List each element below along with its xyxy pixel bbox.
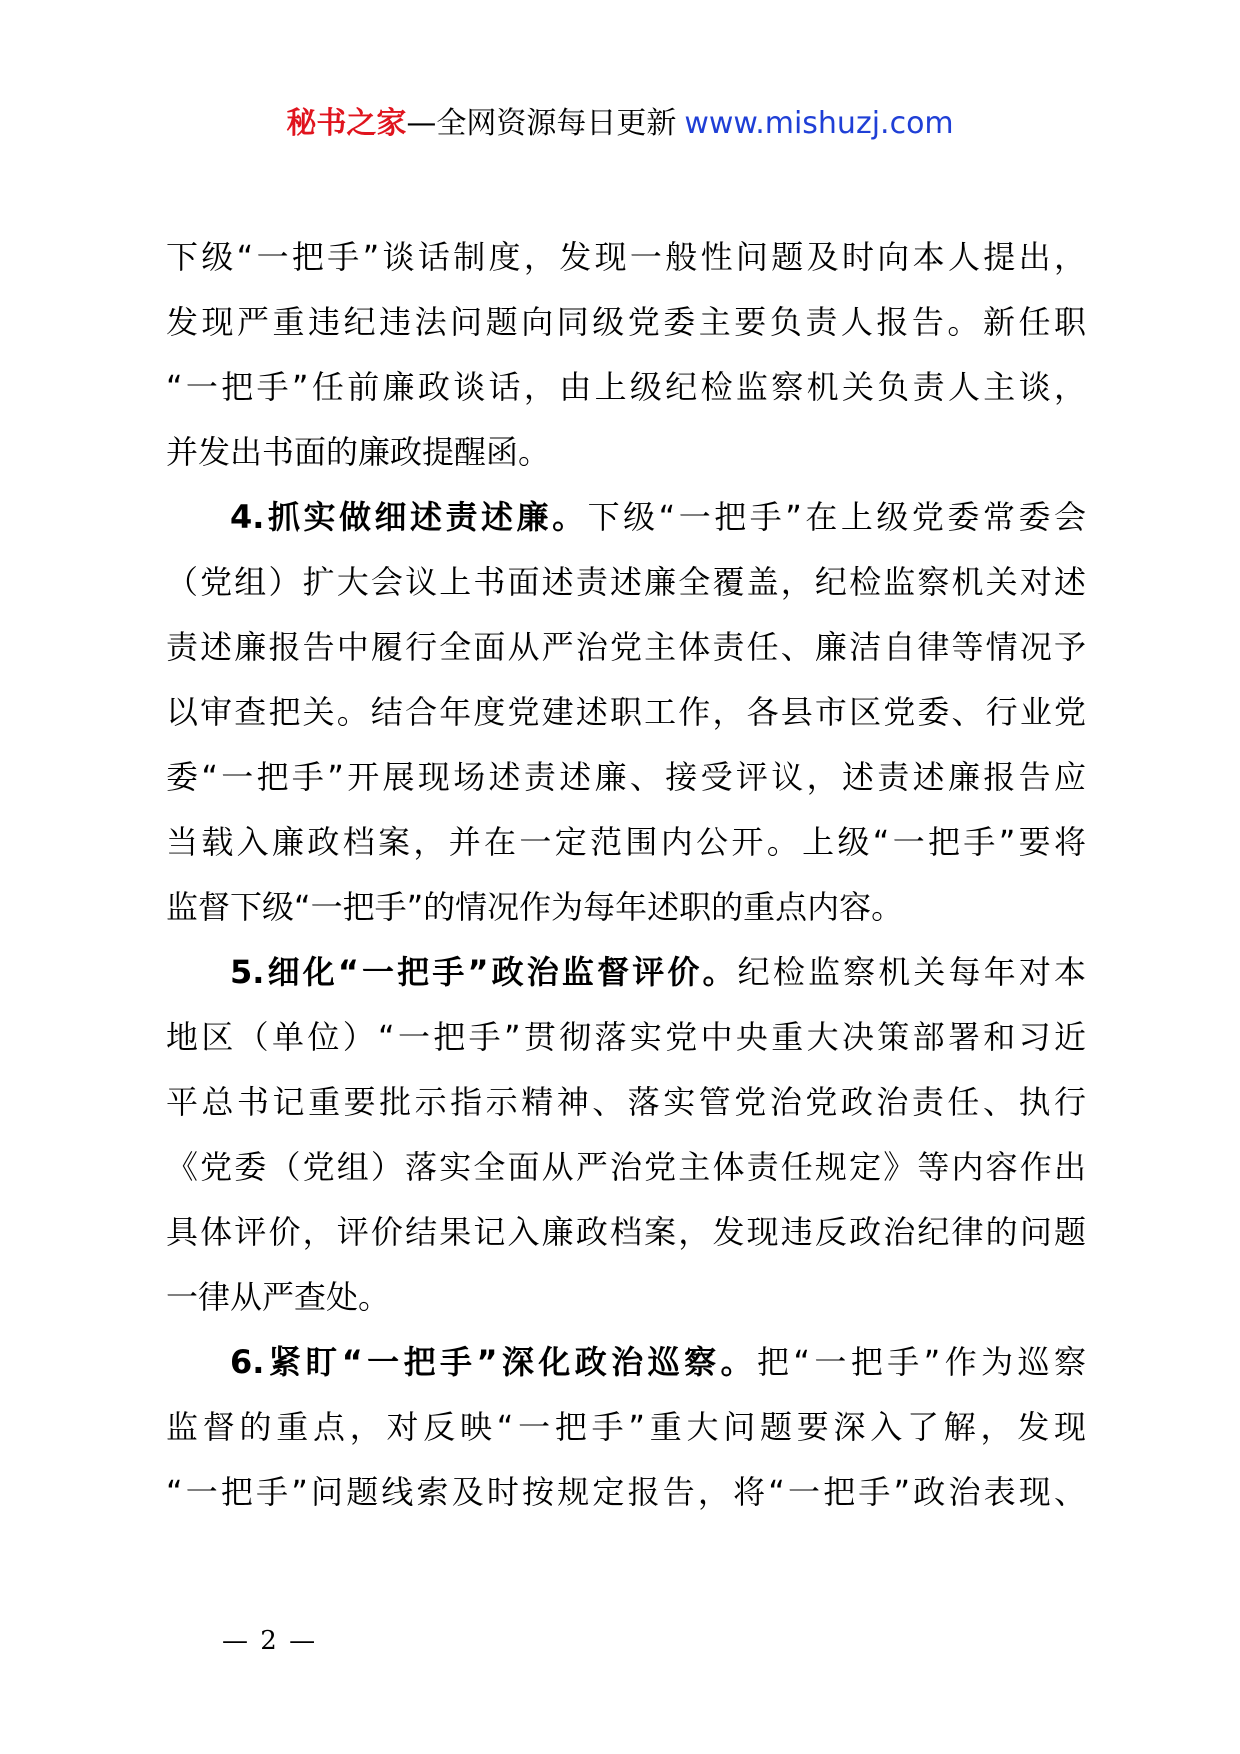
- text-line: 发现严重违纪违法问题向同级党委主要负责人报告。新任职: [166, 303, 1086, 341]
- section-4-first-line: 4.抓实做细述责述廉。下级“一把手”在上级党委常委会: [230, 498, 1086, 536]
- text-line: 平总书记重要批示指示精神、落实管党治党政治责任、执行: [166, 1083, 1086, 1121]
- text-line: 下级“一把手”谈话制度，发现一般性问题及时向本人提出，: [166, 238, 1086, 276]
- section-heading: 4.抓实做细述责述廉。: [230, 498, 588, 536]
- text-line: “一把手”任前廉政谈话，由上级纪检监察机关负责人主谈，: [166, 368, 1086, 406]
- document-body: [166, 237, 1086, 1537]
- site-url-link[interactable]: www.mishuzj.com: [684, 106, 954, 141]
- section-heading: 5.细化“一把手”政治监督评价。: [230, 953, 738, 991]
- text-line: 地区（单位）“一把手”贯彻落实党中央重大决策部署和习近: [166, 1018, 1086, 1056]
- text-line: 监督下级“一把手”的情况作为每年述职的重点内容。: [166, 888, 904, 926]
- text-line: 委“一把手”开展现场述责述廉、接受评议，述责述廉报告应: [166, 758, 1086, 796]
- text-line: 当载入廉政档案，并在一定范围内公开。上级“一把手”要将: [166, 823, 1086, 861]
- section-6-first-line: 6.紧盯“一把手”深化政治巡察。把“一把手”作为巡察: [230, 1343, 1086, 1381]
- text-line: 具体评价，评价结果记入廉政档案，发现违反政治纪律的问题: [166, 1213, 1086, 1251]
- section-heading: 6.紧盯“一把手”深化政治巡察。: [230, 1343, 757, 1381]
- header-tagline: —全网资源每日更新: [406, 106, 677, 141]
- text-line: 《党委（党组）落实全面从严治党主体责任规定》等内容作出: [166, 1148, 1086, 1186]
- brand-name: 秘书之家: [286, 106, 407, 141]
- text-line: 一律从严查处。: [166, 1278, 391, 1316]
- text-line: 以审查把关。结合年度党建述职工作，各县市区党委、行业党: [166, 693, 1086, 731]
- text-line: （党组）扩大会议上书面述责述廉全覆盖，纪检监察机关对述: [166, 563, 1086, 601]
- text-line: 并发出书面的廉政提醒函。: [166, 433, 551, 471]
- text-line: “一把手”问题线索及时按规定报告，将“一把手”政治表现、: [166, 1473, 1086, 1511]
- text-line: 监督的重点，对反映“一把手”重大问题要深入了解，发现: [166, 1408, 1086, 1446]
- site-header: [0, 104, 1240, 144]
- section-5-first-line: 5.细化“一把手”政治监督评价。纪检监察机关每年对本: [230, 953, 1086, 991]
- text-line: 责述廉报告中履行全面从严治党主体责任、廉洁自律等情况予: [166, 628, 1086, 666]
- page-number: — 2 —: [222, 1626, 318, 1656]
